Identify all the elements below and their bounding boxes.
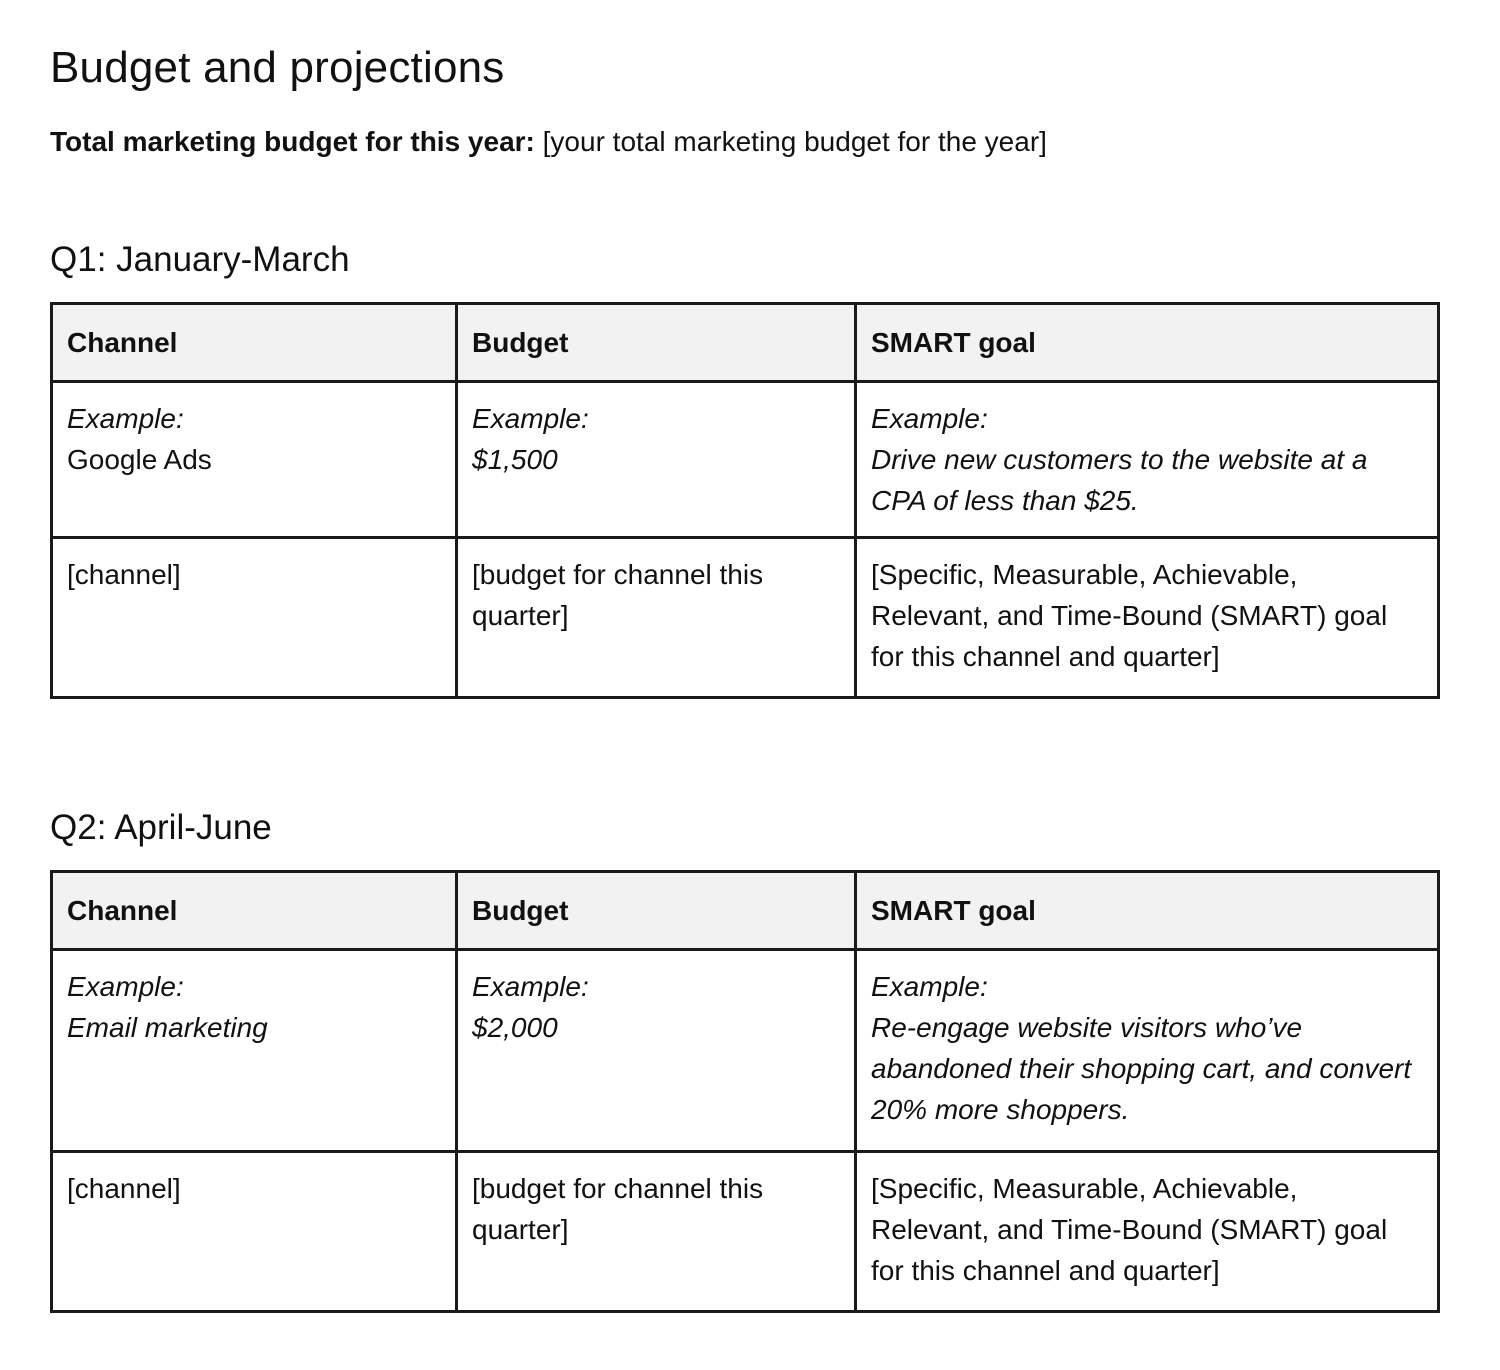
q2-budget-table [50, 870, 1440, 1313]
table-row-placeholder [52, 538, 1439, 698]
total-budget-line [50, 122, 1047, 162]
cell-example-budget [457, 950, 856, 1152]
table-header-row [52, 304, 1439, 382]
example-prefix: Example: [871, 403, 988, 434]
header-smart-goal: SMART goal [856, 304, 1439, 382]
example-prefix: Example: [472, 403, 589, 434]
q1-section-title: Q1: January-March [50, 240, 350, 279]
cell-placeholder-channel: [channel] [52, 538, 457, 698]
header-channel: Channel [52, 872, 457, 950]
table-header-row [52, 872, 1439, 950]
table-row-example [52, 382, 1439, 538]
header-channel: Channel [52, 304, 457, 382]
example-goal-value: Re-engage website visitors who’ve abandoned their shopping cart, and convert 20% more shoppers. [871, 1012, 1412, 1125]
example-prefix: Example: [67, 971, 184, 1002]
example-prefix: Example: [871, 971, 988, 1002]
cell-placeholder-channel: [channel] [52, 1152, 457, 1312]
example-budget-value: $1,500 [472, 444, 558, 475]
total-budget-label: Total marketing budget for this year: [50, 126, 535, 157]
cell-placeholder-budget: [budget for channel this quarter] [457, 1152, 856, 1312]
cell-example-channel [52, 950, 457, 1152]
cell-placeholder-goal: [Specific, Measurable, Achievable, Relevant, and Time-Bound (SMART) goal for this channel and quarter] [856, 1152, 1439, 1312]
cell-example-goal [856, 382, 1439, 538]
example-channel-value: Google Ads [67, 444, 212, 475]
header-budget: Budget [457, 872, 856, 950]
example-channel-value: Email marketing [67, 1012, 268, 1043]
q1-budget-table [50, 302, 1440, 699]
table-row-example [52, 950, 1439, 1152]
example-prefix: Example: [67, 403, 184, 434]
header-smart-goal: SMART goal [856, 872, 1439, 950]
cell-example-channel [52, 382, 457, 538]
page-title: Budget and projections [50, 43, 505, 92]
table-row-placeholder [52, 1152, 1439, 1312]
q2-section-title: Q2: April-June [50, 808, 272, 847]
example-budget-value: $2,000 [472, 1012, 558, 1043]
cell-example-budget [457, 382, 856, 538]
example-prefix: Example: [472, 971, 589, 1002]
cell-example-goal [856, 950, 1439, 1152]
total-budget-value: [your total marketing budget for the year] [542, 126, 1047, 157]
cell-placeholder-budget: [budget for channel this quarter] [457, 538, 856, 698]
example-goal-value: Drive new customers to the website at a CPA of less than $25. [871, 444, 1368, 516]
cell-placeholder-goal: [Specific, Measurable, Achievable, Relevant, and Time-Bound (SMART) goal for this channel and quarter] [856, 538, 1439, 698]
header-budget: Budget [457, 304, 856, 382]
